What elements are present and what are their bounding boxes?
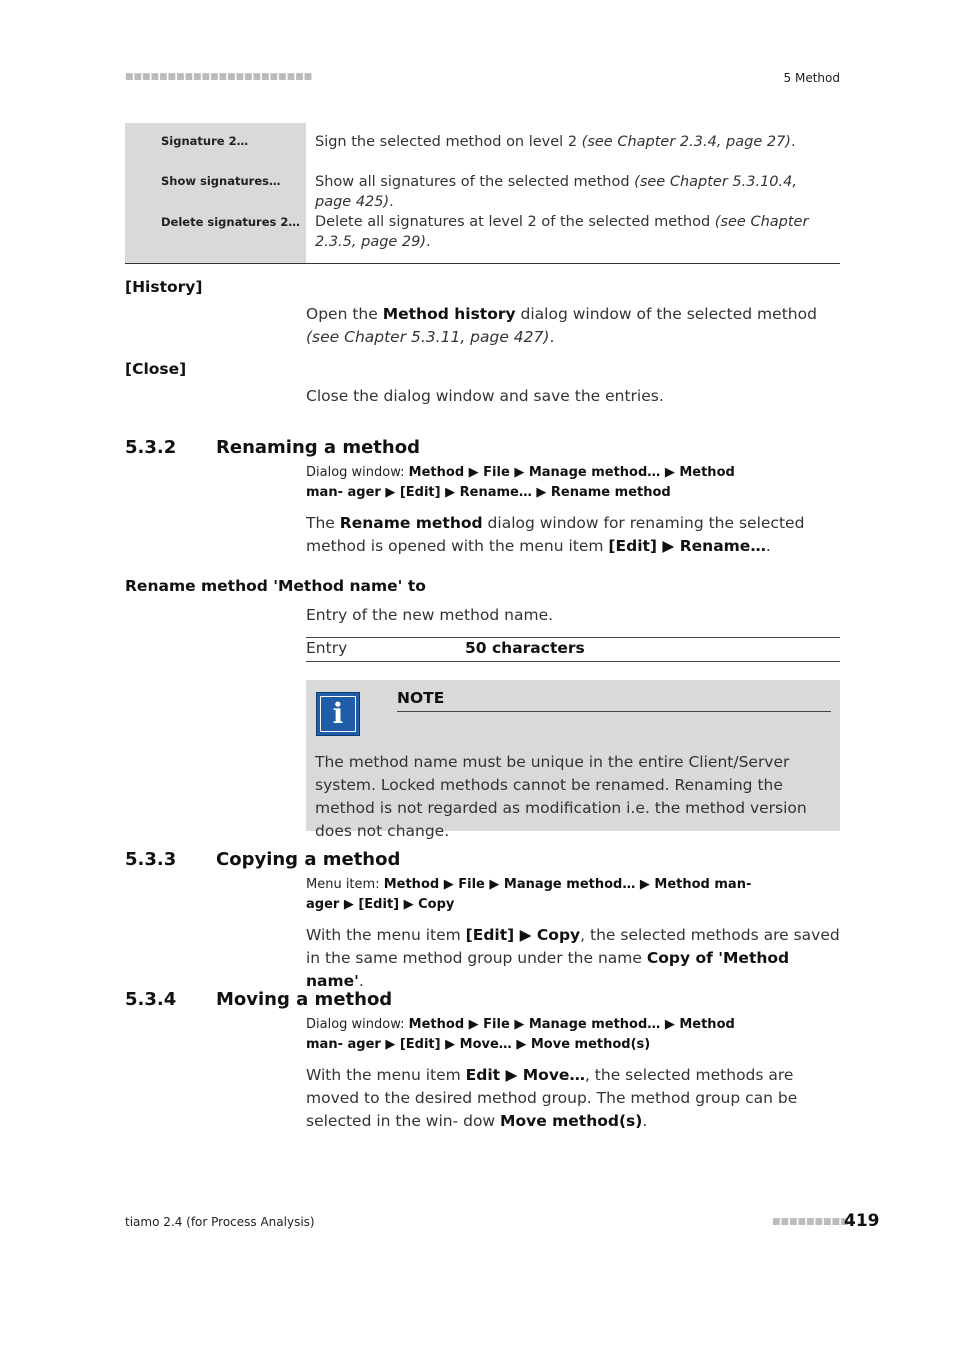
submenu-table bbox=[125, 123, 840, 264]
entry-spec-row bbox=[306, 637, 840, 662]
breadcrumb-renaming: Dialog window: Method ▶ File ▶ Manage method… ▶ Method man- ager ▶ [Edit] ▶ Rename… ▶ Rename method bbox=[306, 465, 735, 500]
info-icon: i bbox=[316, 692, 360, 736]
section-title-renaming: Renaming a method bbox=[216, 437, 420, 458]
submenu-desc-signature: Sign the selected method on level 2 (see Chapter 2.3.4, page 27). bbox=[315, 134, 796, 150]
note-box bbox=[306, 680, 840, 840]
header-decoration: ■■■■■■■■■■■■■■■■■■■■■■ bbox=[125, 72, 313, 82]
history-description: Open the Method history dialog window of the selected method (see Chapter 5.3.11, page 427). bbox=[306, 305, 817, 346]
section-number-5-3-2: 5.3.2 bbox=[125, 437, 177, 458]
page-number: 419 bbox=[844, 1211, 880, 1231]
term-rename-method-to: Rename method 'Method name' to bbox=[125, 577, 426, 595]
entry-spec-key: Entry bbox=[306, 639, 348, 657]
note-text: The method name must be unique in the entire Client/Server system. Locked methods cannot be renamed. Renaming the method is not regarded as modification i.e. the method version does not change. bbox=[315, 753, 807, 840]
renaming-description: The Rename method dialog window for renaming the selected method is opened with the menu item [Edit] ▶ Rename…. bbox=[306, 514, 805, 555]
submenu-desc-delete-signatures: Delete all signatures at level 2 of the selected method (see Chapter 2.3.5, page 29). bbox=[315, 214, 809, 250]
section-number-5-3-3: 5.3.3 bbox=[125, 849, 177, 870]
breadcrumb-copying: Menu item: Method ▶ File ▶ Manage method… ▶ Method man- ager ▶ [Edit] ▶ Copy bbox=[306, 877, 752, 912]
rename-field-description: Entry of the new method name. bbox=[306, 606, 554, 624]
entry-spec-value: 50 characters bbox=[465, 639, 585, 657]
close-description: Close the dialog window and save the entries. bbox=[306, 387, 664, 405]
section-title-copying: Copying a method bbox=[216, 849, 401, 870]
submenu-desc-show-signatures: Show all signatures of the selected method (see Chapter 5.3.10.4, page 425). bbox=[315, 174, 797, 210]
section-title-moving: Moving a method bbox=[216, 989, 393, 1010]
footer-product: tiamo 2.4 (for Process Analysis) bbox=[125, 1215, 315, 1229]
copying-description: With the menu item [Edit] ▶ Copy, the selected methods are saved in the same method group under the name Copy of 'Method name'. bbox=[306, 926, 840, 990]
term-close: [Close] bbox=[125, 360, 187, 378]
running-header-chapter: 5 Method bbox=[783, 71, 840, 85]
breadcrumb-moving: Dialog window: Method ▶ File ▶ Manage method… ▶ Method man- ager ▶ [Edit] ▶ Move… ▶ Move method(s) bbox=[306, 1017, 735, 1052]
footer-decoration: ■■■■■■■■■ bbox=[772, 1217, 849, 1227]
submenu-label-signature: Signature 2… bbox=[161, 134, 249, 148]
section-number-5-3-4: 5.3.4 bbox=[125, 989, 177, 1010]
submenu-label-show-signatures: Show signatures… bbox=[161, 174, 281, 188]
moving-description: With the menu item Edit ▶ Move…, the selected methods are moved to the desired method group. The method group can be selected in the win- dow Move method(s). bbox=[306, 1066, 798, 1130]
note-title: NOTE bbox=[397, 689, 831, 712]
submenu-label-delete-signatures: Delete signatures 2… bbox=[161, 215, 300, 229]
term-history: [History] bbox=[125, 278, 203, 296]
